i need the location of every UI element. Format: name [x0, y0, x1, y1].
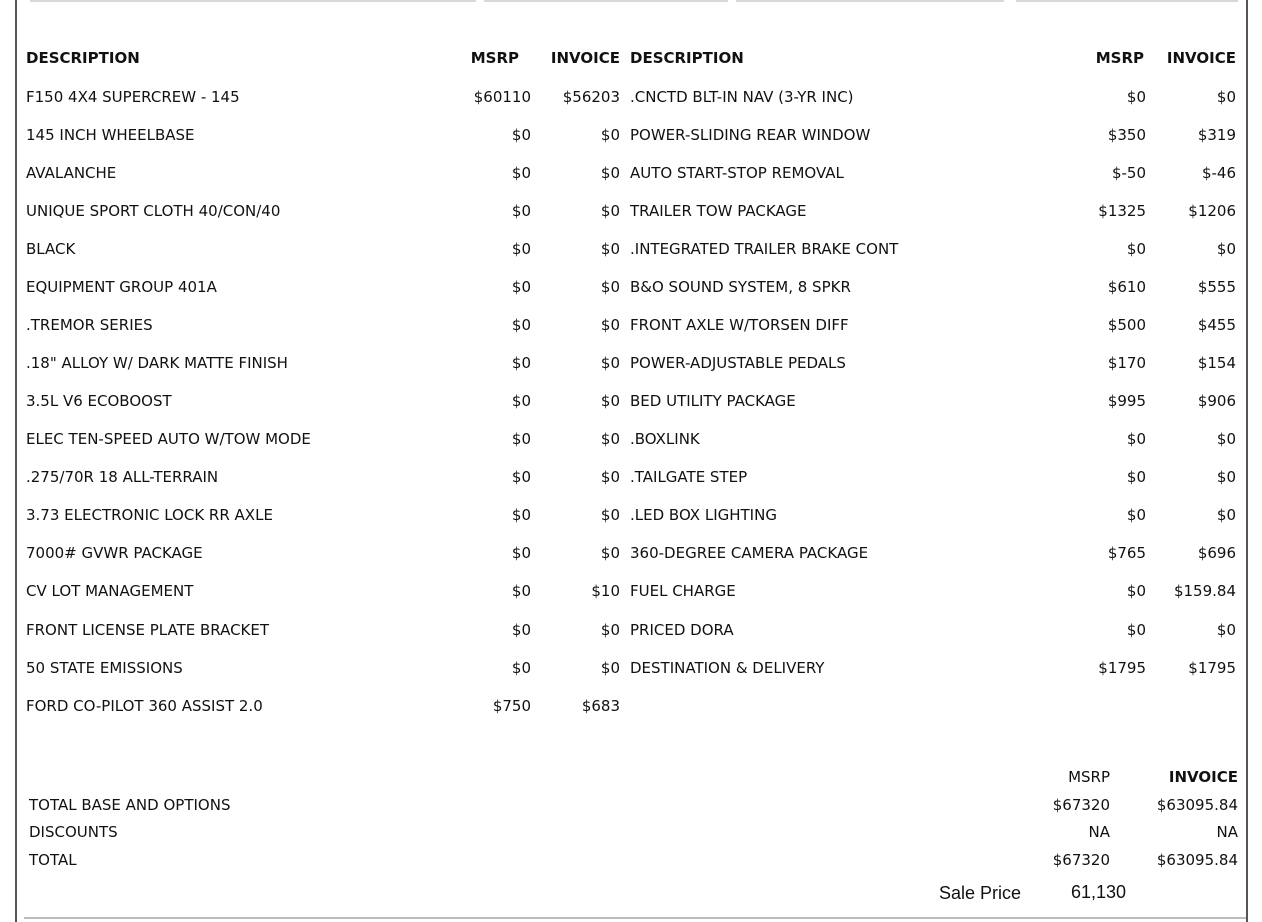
left-item-description: FRONT LICENSE PLATE BRACKET [26, 621, 270, 639]
right-item-description: .TAILGATE STEP [630, 468, 748, 486]
totals-invoice-header: INVOICE [1168, 768, 1238, 786]
discounts-label: DISCOUNTS [29, 823, 118, 841]
left-item-invoice: $0 [600, 278, 620, 296]
right-item-msrp: $500 [1107, 316, 1146, 334]
left-item-msrp: $0 [511, 582, 531, 600]
left-item-invoice: $0 [600, 468, 620, 486]
right-item-msrp: $-50 [1111, 164, 1146, 182]
left-item-msrp: $0 [511, 468, 531, 486]
left-item-msrp: $0 [511, 354, 531, 372]
sale-price-value: 61,130 [1071, 882, 1127, 902]
top-rule [736, 0, 1004, 2]
total-msrp: $67320 [1052, 851, 1110, 869]
right-item-invoice: $319 [1197, 126, 1236, 144]
right-item-description: FRONT AXLE W/TORSEN DIFF [630, 316, 849, 334]
left-item-description: AVALANCHE [26, 164, 117, 182]
right-item-msrp: $350 [1107, 126, 1146, 144]
right-item-msrp: $0 [1126, 506, 1146, 524]
right-item-invoice: $1795 [1188, 659, 1236, 677]
sale-price-label: Sale Price [939, 883, 1022, 903]
right-item-invoice: $906 [1197, 392, 1236, 410]
left-item-description: CV LOT MANAGEMENT [26, 582, 194, 600]
right-item-msrp: $1325 [1098, 202, 1146, 220]
left-item-invoice: $56203 [562, 88, 620, 106]
left-item-msrp: $0 [511, 392, 531, 410]
left-item-invoice: $0 [600, 202, 620, 220]
left-item-description: 7000# GVWR PACKAGE [26, 544, 203, 562]
left-item-description: F150 4X4 SUPERCREW - 145 [26, 88, 240, 106]
right-msrp-header: MSRP [1095, 49, 1144, 67]
right-item-description: .INTEGRATED TRAILER BRAKE CONT [630, 240, 899, 258]
top-rule [30, 0, 476, 2]
left-item-msrp: $0 [511, 621, 531, 639]
right-item-invoice: $1206 [1188, 202, 1236, 220]
left-item-description: 50 STATE EMISSIONS [26, 659, 183, 677]
left-item-invoice: $683 [581, 697, 620, 715]
left-item-invoice: $0 [600, 659, 620, 677]
right-item-description: 360-DEGREE CAMERA PACKAGE [630, 544, 869, 562]
right-item-invoice: $0 [1216, 468, 1236, 486]
right-invoice-header: INVOICE [1166, 49, 1236, 67]
right-item-description: .BOXLINK [630, 430, 700, 448]
right-item-description: FUEL CHARGE [630, 582, 736, 600]
left-item-msrp: $0 [511, 430, 531, 448]
left-item-invoice: $0 [600, 354, 620, 372]
right-item-msrp: $170 [1107, 354, 1146, 372]
right-item-description: BED UTILITY PACKAGE [630, 392, 796, 410]
right-item-invoice: $159.84 [1173, 582, 1236, 600]
right-item-description: TRAILER TOW PACKAGE [630, 202, 807, 220]
left-item-invoice: $0 [600, 316, 620, 334]
left-item-msrp: $60110 [473, 88, 531, 106]
bottom-rule [24, 917, 1246, 919]
discounts-msrp: NA [1088, 823, 1110, 841]
right-item-description: B&O SOUND SYSTEM, 8 SPKR [630, 278, 851, 296]
right-item-invoice: $0 [1216, 430, 1236, 448]
right-item-msrp: $765 [1107, 544, 1146, 562]
right-item-description: POWER-SLIDING REAR WINDOW [630, 126, 871, 144]
total-invoice: $63095.84 [1156, 851, 1238, 869]
left-item-description: 3.5L V6 ECOBOOST [26, 392, 172, 410]
left-item-msrp: $0 [511, 506, 531, 524]
left-msrp-header: MSRP [470, 49, 519, 67]
left-item-description: .275/70R 18 ALL-TERRAIN [26, 468, 219, 486]
left-item-msrp: $0 [511, 126, 531, 144]
right-item-invoice: $154 [1197, 354, 1236, 372]
left-item-msrp: $0 [511, 278, 531, 296]
right-item-invoice: $555 [1197, 278, 1236, 296]
left-item-msrp: $750 [492, 697, 531, 715]
left-item-description: BLACK [26, 240, 76, 258]
left-item-description: ELEC TEN-SPEED AUTO W/TOW MODE [26, 430, 311, 448]
left-item-description: UNIQUE SPORT CLOTH 40/CON/40 [26, 202, 281, 220]
left-item-msrp: $0 [511, 544, 531, 562]
right-item-description: .CNCTD BLT-IN NAV (3-YR INC) [630, 88, 854, 106]
right-description-header: DESCRIPTION [630, 49, 744, 67]
top-rule [484, 0, 728, 2]
left-item-msrp: $0 [511, 202, 531, 220]
right-item-invoice: $455 [1197, 316, 1236, 334]
right-item-msrp: $995 [1107, 392, 1146, 410]
left-item-invoice: $0 [600, 126, 620, 144]
right-item-msrp: $0 [1126, 88, 1146, 106]
left-item-description: 3.73 ELECTRONIC LOCK RR AXLE [26, 506, 273, 524]
left-item-invoice: $0 [600, 430, 620, 448]
right-item-description: AUTO START-STOP REMOVAL [630, 164, 844, 182]
left-item-description: 145 INCH WHEELBASE [26, 126, 195, 144]
right-item-invoice: $0 [1216, 240, 1236, 258]
right-item-description: .LED BOX LIGHTING [630, 506, 777, 524]
right-item-msrp: $0 [1126, 468, 1146, 486]
left-item-invoice: $0 [600, 506, 620, 524]
left-item-msrp: $0 [511, 164, 531, 182]
total-base-and-options-label: TOTAL BASE AND OPTIONS [29, 796, 231, 814]
total-base-and-options-msrp: $67320 [1052, 796, 1110, 814]
discounts-invoice: NA [1216, 823, 1238, 841]
right-item-description: PRICED DORA [630, 621, 734, 639]
top-rule [1016, 0, 1238, 2]
right-item-invoice: $696 [1197, 544, 1236, 562]
left-item-invoice: $0 [600, 164, 620, 182]
left-item-msrp: $0 [511, 659, 531, 677]
left-description-header: DESCRIPTION [26, 49, 140, 67]
right-item-msrp: $610 [1107, 278, 1146, 296]
total-base-and-options-invoice: $63095.84 [1156, 796, 1238, 814]
left-item-invoice: $0 [600, 621, 620, 639]
right-item-invoice: $-46 [1201, 164, 1236, 182]
total-label: TOTAL [29, 851, 77, 869]
left-item-description: .18" ALLOY W/ DARK MATTE FINISH [26, 354, 288, 372]
right-item-invoice: $0 [1216, 621, 1236, 639]
right-item-msrp: $0 [1126, 240, 1146, 258]
left-item-msrp: $0 [511, 316, 531, 334]
right-item-msrp: $0 [1126, 430, 1146, 448]
left-item-invoice: $10 [591, 582, 620, 600]
left-item-invoice: $0 [600, 544, 620, 562]
right-item-msrp: $1795 [1098, 659, 1146, 677]
right-item-invoice: $0 [1216, 506, 1236, 524]
left-item-description: EQUIPMENT GROUP 401A [26, 278, 217, 296]
right-item-msrp: $0 [1126, 582, 1146, 600]
right-item-invoice: $0 [1216, 88, 1236, 106]
left-invoice-header: INVOICE [550, 49, 620, 67]
left-item-msrp: $0 [511, 240, 531, 258]
left-item-invoice: $0 [600, 392, 620, 410]
left-item-description: .TREMOR SERIES [26, 316, 153, 334]
right-item-msrp: $0 [1126, 621, 1146, 639]
totals-msrp-header: MSRP [1068, 768, 1110, 786]
left-item-invoice: $0 [600, 240, 620, 258]
right-item-description: POWER-ADJUSTABLE PEDALS [630, 354, 846, 372]
left-item-description: FORD CO-PILOT 360 ASSIST 2.0 [26, 697, 263, 715]
right-item-description: DESTINATION & DELIVERY [630, 659, 825, 677]
